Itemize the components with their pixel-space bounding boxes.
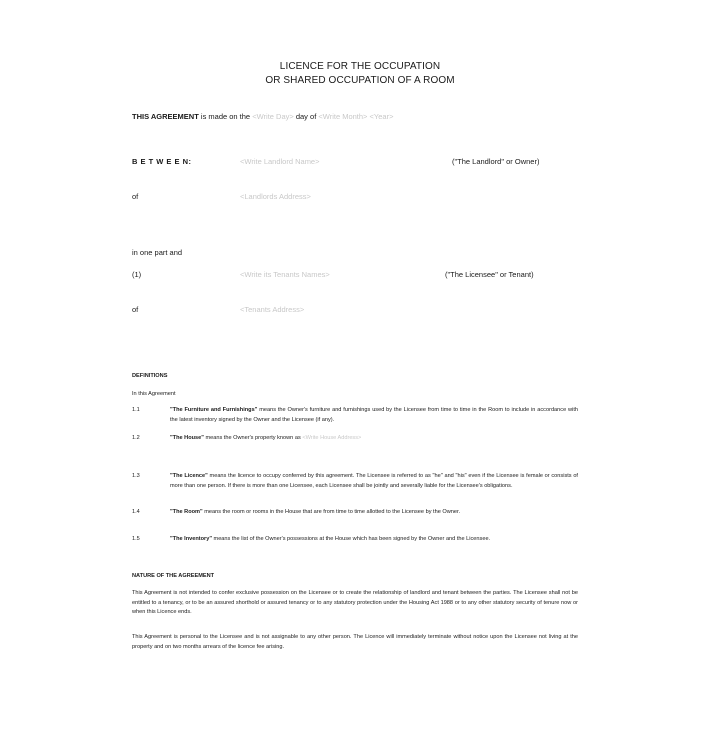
year-placeholder[interactable]: <Year> <box>369 112 394 121</box>
in-one-part-label: in one part and <box>132 248 183 257</box>
definition-item <box>170 406 578 425</box>
tenant-address-placeholder[interactable]: <Tenants Address> <box>240 305 305 314</box>
definition-text: means the list of the Owner's possessions at the House which has been signed by the Owner and the Licensee. <box>211 536 491 542</box>
definition-number: 1.5 <box>132 536 140 542</box>
definitions-heading: DEFINITIONS <box>132 373 168 379</box>
definition-item <box>170 434 578 444</box>
definition-item <box>170 535 578 545</box>
month-placeholder[interactable]: <Write Month> <box>318 112 368 121</box>
of-label: of <box>132 192 139 201</box>
definition-term: "The Licence" <box>170 473 208 479</box>
party-number: (1) <box>132 270 142 279</box>
nature-paragraph-2: This Agreement is personal to the Licensee and is not assignable to any other person. The Licence will immediately terminate without notice upon the Licensee not living at the property and on two months arrears of the licence fee arising. <box>132 634 578 650</box>
nature-heading: NATURE OF THE AGREEMENT <box>132 573 215 579</box>
agreement-text-2: day of <box>295 112 317 121</box>
definition-item <box>170 472 578 491</box>
definition-term: "The Inventory" <box>170 536 212 542</box>
agreement-line <box>132 112 393 121</box>
tenant-name-placeholder[interactable]: <Write its Tenants Names> <box>240 270 330 279</box>
definition-term: "The Room" <box>170 509 203 515</box>
definition-text: means the licence to occupy conferred by this agreement. The Licensee is referred to as "he" and "his" even if the Licensee is female or consists of more than one person. If there is more than one Licensee, each Licensee shall be jointly and severally liable for the Licensee's obligations. <box>170 473 578 489</box>
definition-text: means the Owner's furniture and furnishings used by the Licensee from time to time in the Room to include in accordance with the latest inventory signed by the Owner and the Licensee (if any). <box>170 407 578 423</box>
definition-number: 1.3 <box>132 473 140 479</box>
landlord-address-placeholder[interactable]: <Landlords Address> <box>240 192 311 201</box>
document-title-line-1: LICENCE FOR THE OCCUPATION <box>279 61 441 72</box>
landlord-role: ("The Landlord" or Owner) <box>452 157 540 166</box>
tenant-role: ("The Licensee" or Tenant) <box>445 270 534 279</box>
definition-item <box>170 508 578 518</box>
house-address-placeholder[interactable]: <Write House Address> <box>302 435 362 441</box>
agreement-text-1: is made on the <box>200 112 251 121</box>
definitions-intro: In this Agreement <box>132 391 176 397</box>
definition-text: means the room or rooms in the House that are from time to time allotted to the Licensee by the Owner. <box>202 509 461 515</box>
nature-paragraph-1: This Agreement is not intended to confer exclusive possession on the Licensee or to create the relationship of landlord and tenant between the parties. The Licensee shall not be entitled to a tenancy, or to be an assured shorthold or assured tenancy or to any statutory protection under the Housing Act 1988 or to any other statutory security of tenure now or when this Licence ends. <box>132 590 578 616</box>
day-placeholder[interactable]: <Write Day> <box>252 112 294 121</box>
agreement-label: THIS AGREEMENT <box>132 112 199 121</box>
between-label: B E T W E E N: <box>132 157 192 166</box>
definition-number: 1.1 <box>132 407 140 413</box>
document-title-line-2: OR SHARED OCCUPATION OF A ROOM <box>265 75 455 86</box>
definition-term: "The House" <box>170 435 204 441</box>
definition-number: 1.2 <box>132 435 140 441</box>
definition-text: means the Owner's property known as <box>203 435 301 441</box>
definition-term: "The Furniture and Furnishings" <box>170 407 258 413</box>
of-label-tenant: of <box>132 305 139 314</box>
landlord-name-placeholder[interactable]: <Write Landlord Name> <box>240 157 320 166</box>
definition-number: 1.4 <box>132 509 140 515</box>
